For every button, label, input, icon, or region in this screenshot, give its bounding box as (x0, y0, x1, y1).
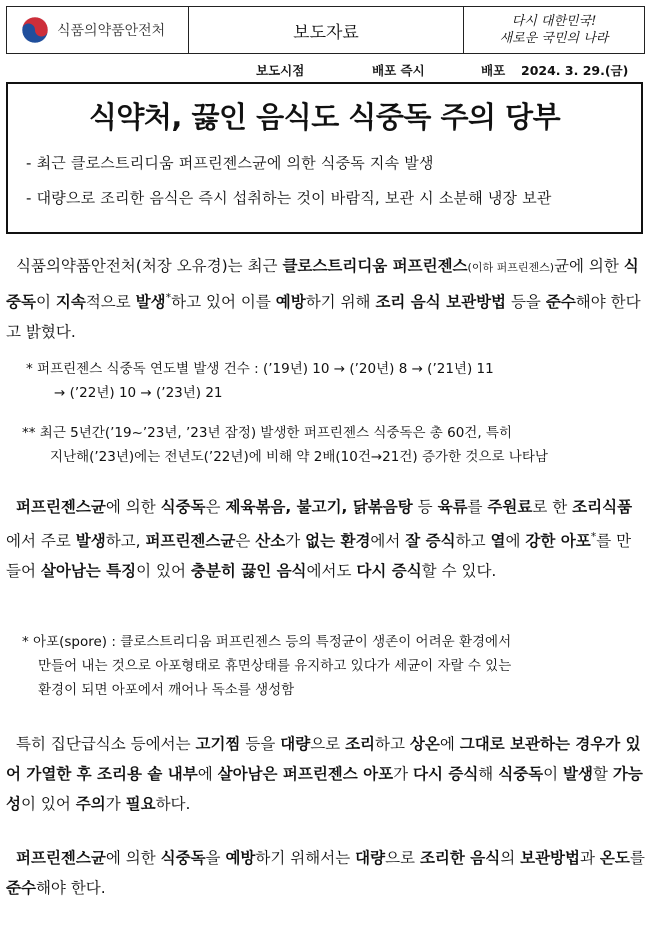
bold-span: 잘 증식 (405, 532, 456, 551)
text-span: 적으로 (85, 293, 136, 312)
text-span: 하기 위해서는 (255, 849, 356, 867)
text-span: 에서도 (306, 562, 357, 581)
text-span: 과 (580, 849, 600, 867)
text-span: 하고 있어 이를 (171, 293, 276, 312)
bold-span: 발생 (135, 293, 166, 312)
bold-span: 식중독 (6, 257, 639, 312)
bold-span: 퍼프린젠스균 (16, 849, 106, 867)
bold-span: 육류 (437, 498, 468, 516)
bold-span: 예방 (275, 293, 306, 312)
text-span: 하고 (455, 532, 491, 551)
bold-span: 열 (490, 532, 506, 551)
bold-span: 산소 (255, 532, 286, 551)
bold-span: 조리한 음식 (419, 849, 501, 867)
ministry-logo-block (7, 7, 189, 53)
footnote-1 (26, 357, 646, 405)
bold-span: 주의 (75, 795, 106, 813)
bold-span: 예방 (225, 849, 256, 867)
bold-span: 발생 (563, 765, 593, 783)
footnote-line: ** 최근 5년간(’19~’23년, ’23년 잠정) 발생한 퍼프린젠스 식중독은 총 60건, 특히 (22, 425, 512, 441)
bold-span: 충분히 끓인 음식 (190, 562, 307, 581)
bold-span: 대량 (355, 849, 386, 867)
text-span: 이 있어 (20, 795, 76, 813)
text-span: 등 (412, 498, 438, 516)
title-box (6, 82, 643, 234)
text-span: 은 (205, 498, 226, 516)
text-span: 이 있어 (136, 562, 191, 581)
summary-bullet-2: - 대량으로 조리한 음식은 즉시 섭취하는 것이 바람직, 보관 시 소분해 냉장 보관 (26, 189, 552, 207)
footnote-line: 만들어 내는 것으로 아포형태로 휴면상태를 유지하고 있다가 세균이 자랄 수 있는 (38, 658, 512, 674)
bold-span: 살아남는 특징 (40, 562, 137, 581)
bold-span: 다시 증식 (413, 765, 479, 783)
text-span: 은 (235, 532, 256, 551)
footnote-line: * 퍼프린젠스 식중독 연도별 발생 건수 : (’19년) 10 → (’20년) 8 → (’21년) 11 (26, 361, 494, 377)
slogan-line-2: 새로운 국민의 나라 (499, 31, 609, 46)
text-span: 이 (35, 293, 56, 312)
footnote-line: → (’22년) 10 → (’23년) 21 (54, 385, 223, 401)
footnote-3 (22, 630, 642, 702)
paragraph-3 (6, 729, 646, 819)
bold-span: 강한 아포 (525, 532, 591, 551)
bold-span: 퍼프린젠스균 (16, 498, 106, 516)
text-span: 으로 (310, 735, 346, 753)
bold-span: 보관방법 (520, 849, 581, 867)
text-span: 등을 (506, 293, 546, 312)
text-span: 하다. (155, 795, 191, 813)
text-span: 에 의한 (105, 849, 161, 867)
text-span: 하고 (375, 735, 410, 753)
text-span: 으로 (385, 849, 420, 867)
text-span: 가 (285, 532, 306, 551)
release-date-label: 배포 (481, 63, 506, 78)
release-time-value: 배포 즉시 (372, 63, 425, 78)
text-span: 을 (205, 849, 226, 867)
paragraph-1 (6, 251, 646, 347)
text-span: (이하 퍼프린젠스) (467, 261, 554, 274)
government-emblem-icon (21, 16, 49, 44)
text-span: 가 (393, 765, 413, 783)
bold-span: 조리 음식 보관방법 (375, 293, 507, 312)
bold-span: 준수 (545, 293, 576, 312)
text-span: 에 (439, 735, 460, 753)
footnote-line: 환경이 되면 아포에서 깨어나 독소를 생성함 (38, 682, 295, 698)
footnote-line: * 아포(spore) : 클로스트리디움 퍼프린젠스 등의 특정균이 생존이 어려운 환경에서 (22, 634, 512, 650)
text-span: 이 (543, 765, 564, 783)
bold-span: 준수 (6, 879, 36, 897)
bold-span: 없는 환경 (305, 532, 371, 551)
bold-span: 조리식품 (572, 498, 633, 516)
text-span: 에 (197, 765, 218, 783)
text-span: 하기 위해 (305, 293, 376, 312)
paragraph-4 (6, 843, 646, 903)
bold-span: 조리 (345, 735, 376, 753)
bold-span: 지속 (55, 293, 86, 312)
bold-span: 발생 (75, 532, 106, 551)
text-span: 가 (105, 795, 126, 813)
text-span: 할 수 있다. (421, 562, 497, 581)
text-span: 의 (500, 849, 521, 867)
text-span: 해 (478, 765, 499, 783)
text-span: 해야 한다. (35, 879, 106, 897)
bold-span: 그대로 보관하는 경우가 있어 가열한 후 조리용 솥 내부 (6, 735, 641, 783)
slogan-line-1: 다시 대한민국! (511, 14, 597, 29)
slogan-block (464, 7, 644, 53)
text-span: 에서 주로 (6, 532, 76, 551)
text-span: 등을 (240, 735, 281, 753)
footnote-mark: * (590, 530, 597, 543)
bold-span: 상온 (409, 735, 440, 753)
text-span: 식품의약품안전처(처장 오유경)는 최근 (16, 257, 283, 275)
bold-span: 고기찜 (195, 735, 241, 753)
bold-span: 클로스트리디움 퍼프린젠스 (282, 257, 468, 275)
text-span: 에서 (370, 532, 406, 551)
text-span: 균에 의한 (554, 257, 624, 275)
bold-span: 제육볶음, 불고기, 닭볶음탕 (225, 498, 413, 516)
footnote-mark: * (165, 291, 172, 304)
bold-span: 가능성 (6, 765, 643, 813)
bold-span: 식중독 (160, 498, 206, 516)
bold-span: 살아남은 퍼프린젠스 아포 (217, 765, 394, 783)
text-span: 로 한 (532, 498, 573, 516)
paragraph-2 (6, 492, 646, 586)
release-date-value: 2024. 3. 29.(금) (521, 63, 629, 78)
text-span: 해야 한다고 밝혔다. (6, 293, 641, 342)
bold-span: 식중독 (160, 849, 206, 867)
summary-bullet-1: - 최근 클로스트리디움 퍼프린젠스균에 의한 식중독 지속 발생 (26, 154, 434, 172)
bold-span: 대량 (280, 735, 311, 753)
release-info (0, 58, 649, 80)
document-header (6, 6, 645, 54)
text-span: 하고, (105, 532, 146, 551)
ministry-name: 식품의약품안전처 (57, 23, 166, 39)
bold-span: 필요 (125, 795, 156, 813)
footnote-line: 지난해(’23년)에는 전년도(’22년)에 비해 약 2배(10건→21건) 증가한 것으로 나타남 (50, 449, 548, 465)
text-span: 할 (592, 765, 613, 783)
text-span: 에 의한 (105, 498, 161, 516)
bold-span: 다시 증식 (356, 562, 422, 581)
text-span: 를 (467, 498, 488, 516)
doc-type-label: 보도자료 (189, 7, 464, 53)
text-span: 를 (629, 849, 645, 867)
bold-span: 식중독 (498, 765, 544, 783)
page-title: 식약처, 끓인 음식도 식중독 주의 당부 (88, 100, 561, 134)
text-span: 특히 집단급식소 등에서는 (16, 735, 196, 753)
release-time-label: 보도시점 (256, 63, 305, 78)
text-span: 에 (505, 532, 526, 551)
bold-span: 주원료 (487, 498, 533, 516)
bold-span: 퍼프린젠스균 (145, 532, 236, 551)
bold-span: 온도 (599, 849, 630, 867)
footnote-2 (22, 421, 642, 469)
text-span: 를 만들어 (6, 532, 632, 581)
